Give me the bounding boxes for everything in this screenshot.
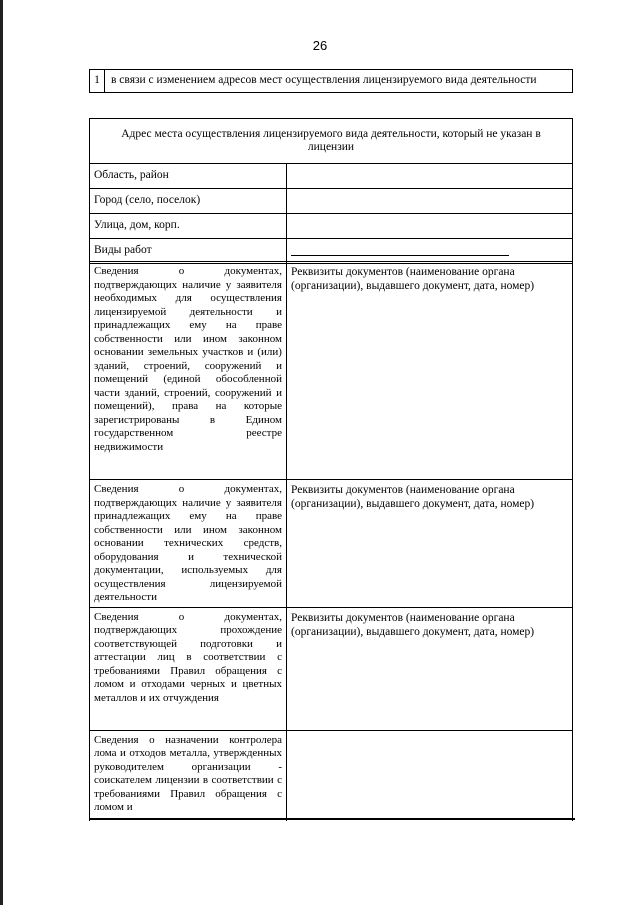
reason-table bbox=[89, 69, 573, 93]
reason-row bbox=[90, 70, 573, 93]
controller-docs-label: Сведения о назначении контролера лома и отходов металла, утвержденных руководителем организации - соискателем лицензии в соответствии с требованиями Правил обращения с ломом и bbox=[90, 730, 287, 821]
table-bottom-rule bbox=[89, 818, 575, 820]
reason-number: 1 bbox=[90, 70, 105, 93]
street-label: Улица, дом, корп. bbox=[90, 214, 287, 239]
documents-row bbox=[90, 730, 573, 821]
address-table bbox=[89, 118, 573, 264]
land-buildings-docs-label: Сведения о документах, подтверждающих наличие у заявителя необходимых для осуществления лицензируемой деятельности и принадлежащих ему на праве собственности или ином законном основании земельных участков и (или) зданий, строений, сооружений и помещений (единой обособленной части зданий, строений, сооружений и помещений), права на которые зарегистрированы в Едином государственном реестре недвижимости bbox=[90, 262, 287, 480]
training-docs-label: Сведения о документах, подтверждающих прохождение соответствующей подготовки и аттестации лиц в соответствии с требованиями Правил обращения с ломом и отходами черных и цветных металлов и их отчуждения bbox=[90, 607, 287, 730]
documents-row bbox=[90, 262, 573, 480]
equipment-docs-label: Сведения о документах, подтверждающих наличие у заявителя принадлежащих ему на праве собственности или ином законном основании технических средств, оборудования и технической документации, используемых для осуществления лицензируемой деятельности bbox=[90, 480, 287, 608]
city-value-field[interactable] bbox=[287, 189, 573, 214]
equipment-docs-details: Реквизиты документов (наименование органа (организации), выдавшего документ, дата, номер) bbox=[286, 480, 572, 608]
street-value-field[interactable] bbox=[287, 214, 573, 239]
training-docs-details: Реквизиты документов (наименование органа (организации), выдавшего документ, дата, номер) bbox=[286, 607, 572, 730]
documents-row bbox=[90, 480, 573, 608]
work-types-underline bbox=[291, 255, 509, 256]
region-label: Область, район bbox=[90, 164, 287, 189]
work-types-label: Виды работ bbox=[90, 239, 287, 264]
documents-table bbox=[89, 261, 573, 821]
reason-text: в связи с изменением адресов мест осуществления лицензируемого вида деятельности bbox=[105, 70, 573, 93]
city-label: Город (село, поселок) bbox=[90, 189, 287, 214]
region-value-field[interactable] bbox=[287, 164, 573, 189]
address-row bbox=[90, 214, 573, 239]
land-buildings-docs-details: Реквизиты документов (наименование органа (организации), выдавшего документ, дата, номер) bbox=[286, 262, 572, 480]
scan-edge bbox=[0, 0, 3, 905]
work-types-value-field[interactable] bbox=[287, 239, 573, 264]
address-row bbox=[90, 164, 573, 189]
address-header: Адрес места осуществления лицензируемого вида деятельности, который не указан в лицензии bbox=[90, 119, 573, 164]
address-header-row bbox=[90, 119, 573, 164]
address-row bbox=[90, 189, 573, 214]
documents-row bbox=[90, 607, 573, 730]
controller-docs-details[interactable] bbox=[286, 730, 572, 821]
address-row bbox=[90, 239, 573, 264]
page-number: 26 bbox=[312, 38, 328, 53]
